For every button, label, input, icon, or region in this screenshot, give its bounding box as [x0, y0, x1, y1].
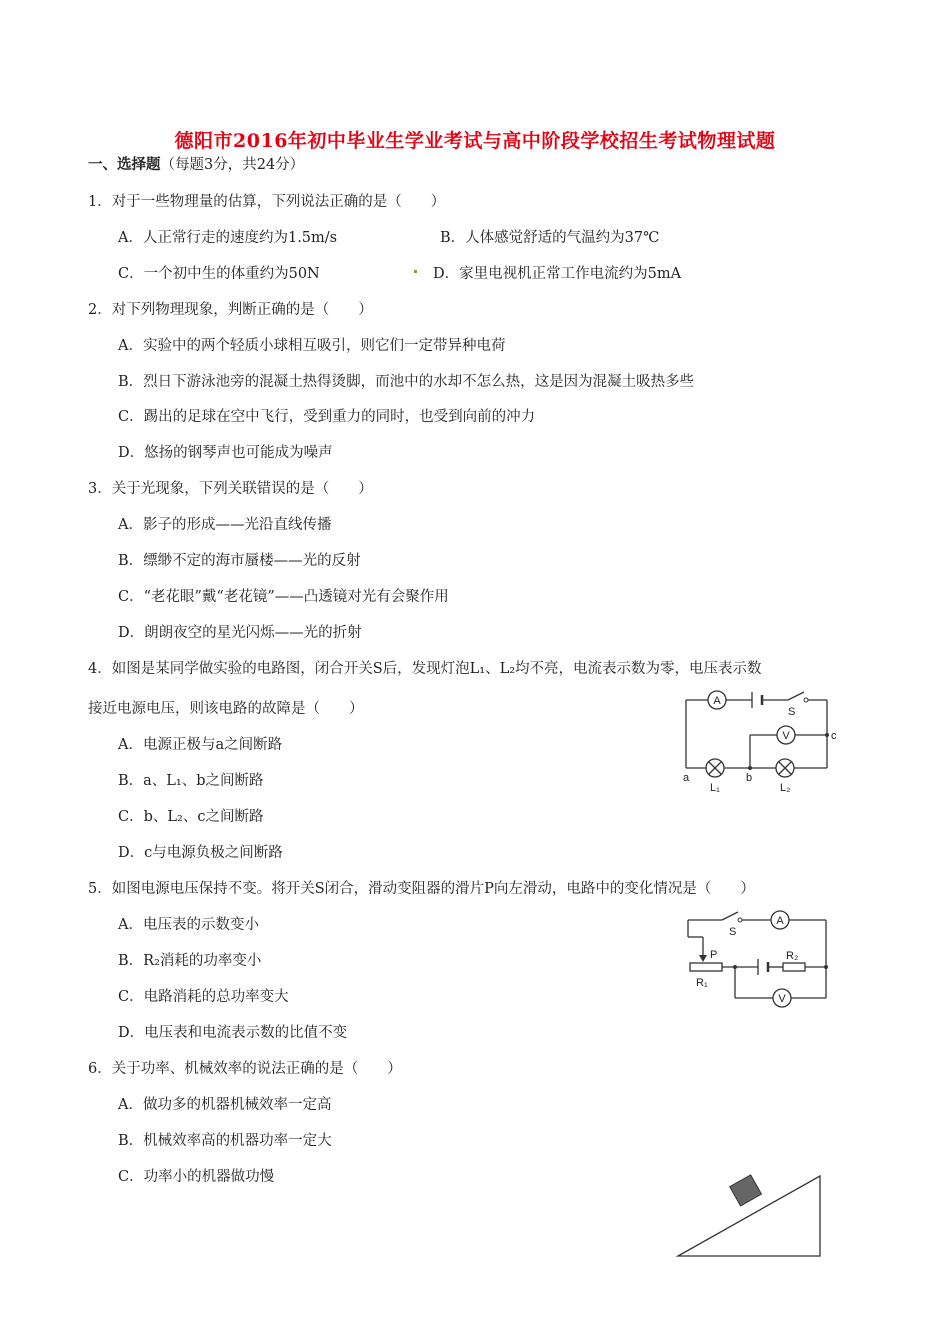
- r2-label: R₂: [786, 950, 799, 962]
- section-heading: [88, 153, 304, 174]
- question-2-option-b: B．烈日下游泳池旁的混凝土热得烫脚，而池中的水却不怎么热，这是因为混凝土吸热多些: [118, 374, 695, 390]
- question-2-stem: 2．对下列物理现象，判断正确的是（ ）: [88, 302, 373, 318]
- r1-label: R₁: [696, 977, 708, 989]
- node-c-dot: [825, 733, 829, 737]
- question-3-stem: 3．关于光现象，下列关联错误的是（ ）: [88, 481, 373, 497]
- node-c-label: c: [831, 730, 837, 742]
- ammeter-label: A: [713, 695, 721, 707]
- voltmeter-symbol: [773, 989, 791, 1007]
- node-b-dot: [748, 766, 752, 770]
- question-2-option-d: D．悠扬的钢琴声也可能成为噪声: [118, 445, 333, 461]
- question-3-option-b: B．缥缈不定的海市蜃楼——光的反射: [118, 553, 361, 569]
- question-4-option-a: A．电源正极与a之间断路: [118, 737, 283, 753]
- page-title: 德阳市2016年初中毕业生学业考试与高中阶段学校招生考试物理试题: [174, 130, 776, 152]
- question-6-stem: 6．关于功率、机械效率的说法正确的是（ ）: [88, 1061, 402, 1077]
- lamp-l1-label: L₁: [710, 782, 720, 794]
- question-1-option-d: D．家里电视机正常工作电流约为5mA: [433, 266, 682, 282]
- ammeter-label: A: [776, 915, 784, 927]
- question-6-option-a: A．做功多的机器机械效率一定高: [118, 1097, 332, 1113]
- question-1-stem: 1．对于一些物理量的估算，下列说法正确的是（ ）: [88, 194, 446, 210]
- question-4-stem: 4．如图是某同学做实验的电路图，闭合开关S后，发现灯泡L₁、L₂均不亮，电流表示数为零，电压表示数: [88, 661, 762, 677]
- block-on-incline: [730, 1175, 762, 1206]
- switch-pivot: [804, 698, 808, 702]
- question-4-option-d: D．c与电源负极之间断路: [118, 845, 283, 861]
- question-5-stem: 5．如图电源电压保持不变。将开关S闭合，滑动变阻器的滑片P向左滑动，电路中的变化情况是（ ）: [88, 881, 755, 897]
- question-6-option-c: C．功率小的机器做功慢: [118, 1169, 275, 1185]
- question-4-stem-continued: 接近电源电压，则该电路的故障是（ ）: [88, 701, 364, 717]
- question-5-option-b: B．R₂消耗的功率变小: [118, 953, 262, 969]
- slider-arrowhead: [699, 955, 707, 962]
- voltmeter-symbol: [777, 726, 795, 744]
- question-3-option-c: C．“老花眼”戴“老花镜”——凸透镜对光有会聚作用: [118, 589, 449, 605]
- question-4-option-b: B．a、L₁、b之间断路: [118, 773, 264, 789]
- question-3-option-a: A．影子的形成——光沿直线传播: [118, 517, 332, 533]
- question-5-option-c: C．电路消耗的总功率变大: [118, 989, 289, 1005]
- voltmeter-label: V: [778, 993, 786, 1005]
- question-5-option-d: D．电压表和电流表示数的比值不变: [118, 1025, 348, 1041]
- question-5-option-a: A．电压表的示数变小: [118, 917, 259, 933]
- rheostat-r1: [690, 963, 722, 971]
- question-3-option-d: D．朗朗夜空的星光闪烁——光的折射: [118, 625, 362, 641]
- circuit-diagram-q5: [680, 904, 840, 1016]
- resistor-r2: [783, 963, 805, 971]
- section-note: （每题3分，共24分）: [160, 157, 305, 173]
- question-6-option-b: B．机械效率高的机器功率一定大: [118, 1133, 332, 1149]
- stray-dot: [414, 270, 417, 273]
- junction-dot: [733, 965, 737, 969]
- question-1-option-c: C．一个初中生的体重约为50N: [118, 266, 320, 282]
- question-4-option-c: C．b、L₂、c之间断路: [118, 809, 264, 825]
- ammeter-symbol: [771, 911, 789, 929]
- voltmeter-label: V: [782, 730, 790, 742]
- slider-label: P: [710, 949, 718, 961]
- junction-dot-right: [824, 965, 828, 969]
- switch-label: S: [729, 926, 737, 938]
- switch-label: S: [788, 706, 796, 718]
- lamp-l1-symbol: [706, 759, 724, 777]
- node-b-label: b: [746, 772, 753, 784]
- question-2-option-c: C．踢出的足球在空中飞行，受到重力的同时，也受到向前的冲力: [118, 409, 536, 425]
- section-heading-label: 一、选择题: [88, 156, 161, 173]
- question-1-option-a: A．人正常行走的速度约为1.5m/s: [118, 230, 338, 246]
- switch-pivot: [738, 918, 742, 922]
- question-2-option-a: A．实验中的两个轻质小球相互吸引，则它们一定带异种电荷: [118, 338, 506, 354]
- lamp-l2-label: L₂: [780, 782, 791, 794]
- node-a-label: a: [683, 772, 690, 784]
- ammeter-symbol: [708, 691, 726, 709]
- question-1-option-b: B．人体感觉舒适的气温约为37℃: [440, 230, 660, 246]
- circuit-diagram-q4: [670, 684, 850, 804]
- incline-figure: [670, 1170, 830, 1262]
- lamp-l2-symbol: [776, 759, 794, 777]
